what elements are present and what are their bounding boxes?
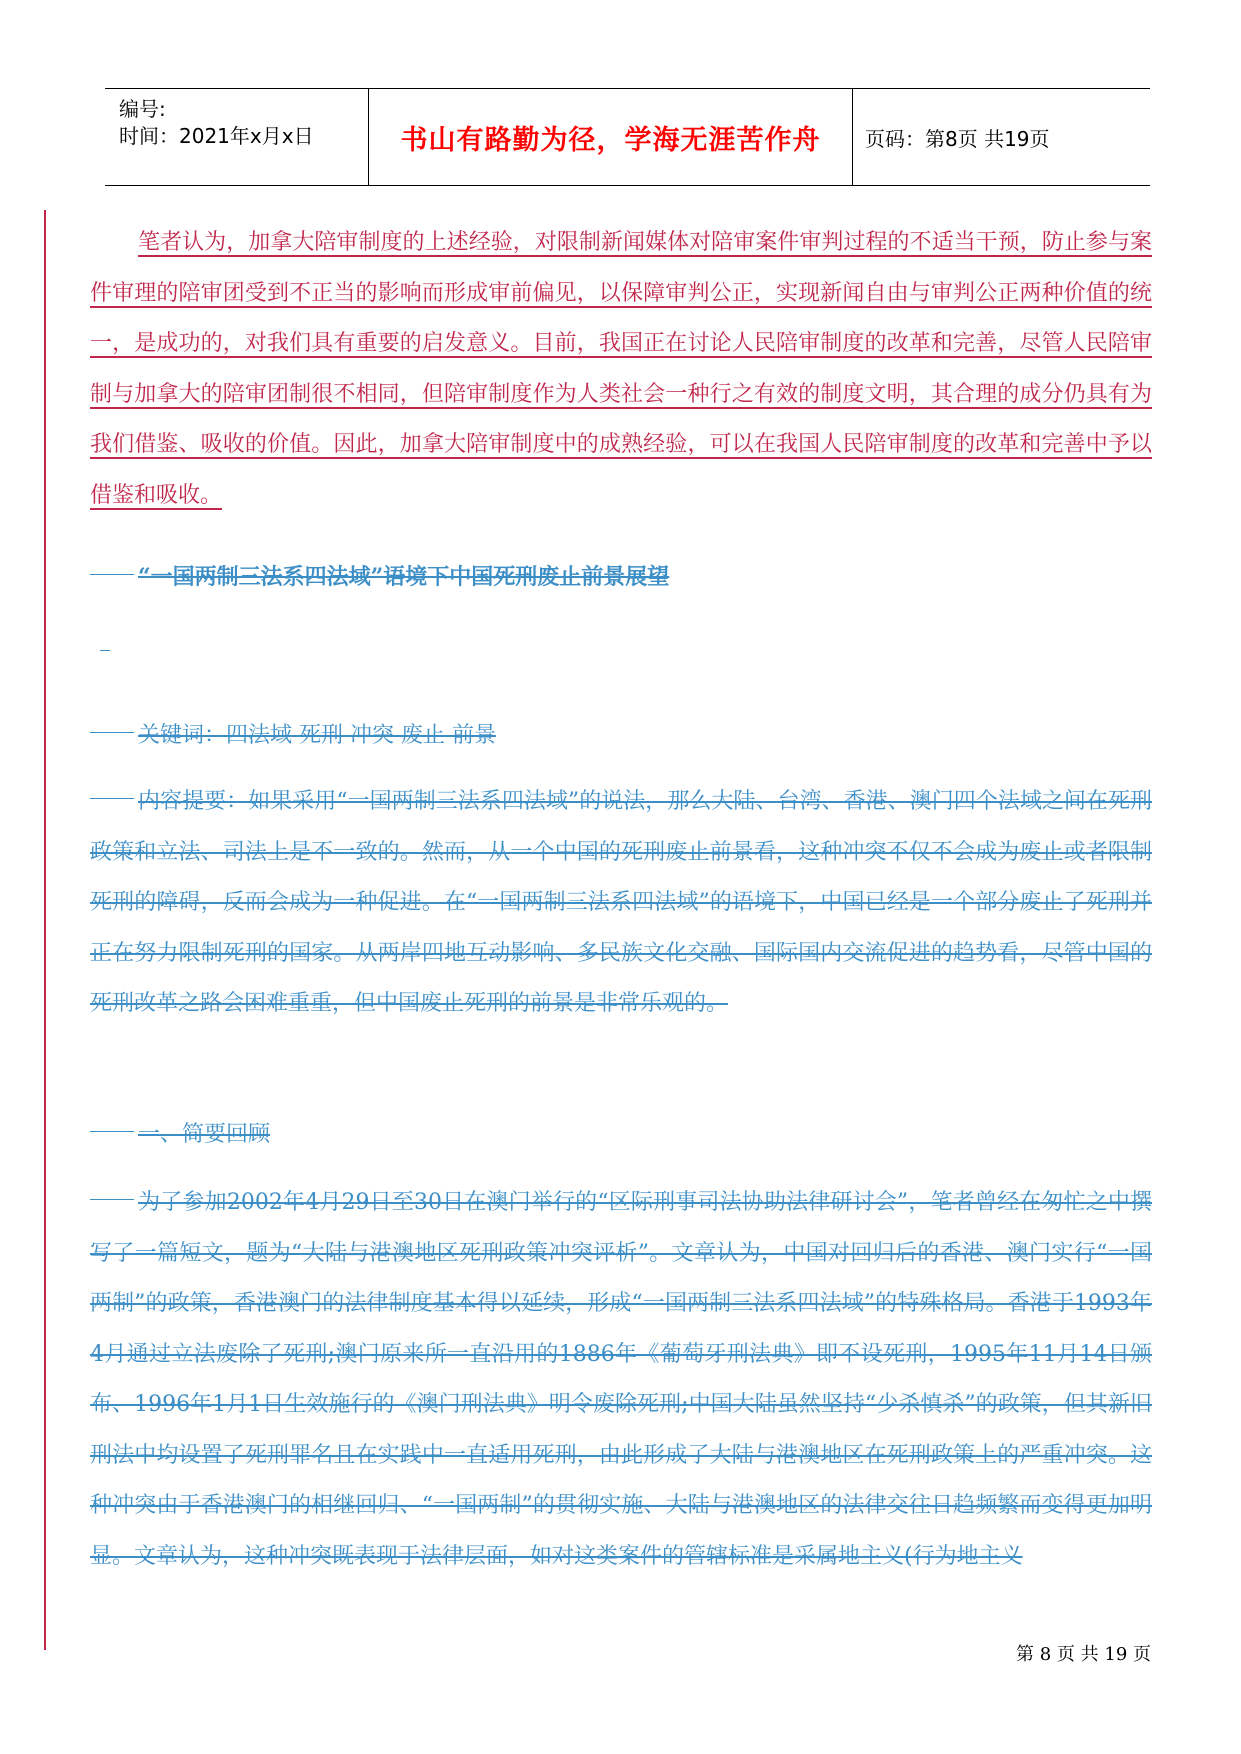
- revision-change-bar: [44, 210, 46, 1650]
- page-footer: 第 8 页 共 19 页: [1016, 1644, 1151, 1665]
- page-header: [105, 88, 1150, 186]
- deleted-section-heading-text: 一、简要回顾: [138, 1122, 271, 1147]
- deleted-leader: [90, 1130, 134, 1132]
- deleted-abstract: [90, 777, 1152, 1030]
- header-motto-cell: [369, 89, 853, 185]
- deleted-body: [90, 1178, 1152, 1582]
- deleted-body-text: 为了参加2002年4月29日至30日在澳门举行的“区际刑事司法协助法律研讨会”，笔者曾经在匆忙之中撰写了一篇短文，题为“大陆与港澳地区死刑政策冲突评析”。文章认为，中国对回归后的香港、澳门实行“一国两制”的政策，香港澳门的法律制度基本得以延续，形成“一国两制三法系四法域”的特殊格局。香港于1993年4月通过立法废除了死刑;澳门原来所一直沿用的1886年《葡萄牙刑法典》即不设死刑，1995年11月14日颁布、1996年1月1日生效施行的《澳门刑法典》明令废除死刑;中国大陆虽然坚持“少杀慎杀”的政策，但其新旧刑法中均设置了死刑罪名且在实践中一直适用死刑，由此形成了大陆与港澳地区在死刑政策上的严重冲突。这种冲突由于香港澳门的相继回归、“一国两制”的贯彻实施、大陆与港澳地区的法律交往日趋频繁而变得更加明显。文章认为，这种冲突既表现于法律层面，如对这类案件的管辖标准是采属地主义(行为地主义: [90, 1190, 1152, 1569]
- deleted-section-heading: [90, 1110, 1152, 1161]
- indent-spacer: [90, 239, 134, 240]
- motto-text: 书山有路勤为径，学海无涯苦作舟: [400, 124, 821, 156]
- deleted-empty-line-mark: [100, 650, 110, 651]
- deleted-title-text: “一国两制三法系四法域”语境下中国死刑废止前景展望: [138, 564, 670, 590]
- page-label: 页码：第8页 共19页: [865, 126, 1050, 151]
- header-meta-cell: [105, 89, 369, 185]
- time-label: 时间：2021年x月x日: [119, 124, 314, 148]
- inserted-paragraph: [90, 218, 1152, 521]
- deleted-leader: [90, 1198, 134, 1200]
- number-label: 编号:: [119, 97, 166, 121]
- deleted-leader: [90, 731, 134, 733]
- deleted-abstract-text: 内容提要：如果采用“一国两制三法系四法域”的说法，那么大陆、台湾、香港、澳门四个法域之间在死刑政策和立法、司法上是不一致的。然而，从一个中国的死刑废止前景看，这种冲突不仅不会成为废止或者限制死刑的障碍，反而会成为一种促进。在“一国两制三法系四法域”的语境下，中国已经是一个部分废止了死刑并正在努力限制死刑的国家。从两岸四地互动影响、多民族文化交融、国际国内交流促进的趋势看，尽管中国的死刑改革之路会困难重重，但中国废止死刑的前景是非常乐观的。: [90, 789, 1152, 1016]
- deleted-title: [90, 552, 1152, 603]
- deleted-keywords-text: 关键词：四法域 死刑 冲突 废止 前景: [138, 723, 496, 748]
- header-page-cell: [853, 89, 1150, 185]
- deleted-leader: [90, 797, 134, 799]
- deleted-keywords: [90, 711, 1152, 762]
- deleted-leader: [90, 573, 134, 575]
- inserted-paragraph-text: 笔者认为，加拿大陪审制度的上述经验，对限制新闻媒体对陪审案件审判过程的不适当干预，防止参与案件审理的陪审团受到不正当的影响而形成审前偏见，以保障审判公正，实现新闻自由与审判公正两种价值的统一，是成功的，对我们具有重要的启发意义。目前，我国正在讨论人民陪审制度的改革和完善，尽管人民陪审制与加拿大的陪审团制很不相同，但陪审制度作为人类社会一种行之有效的制度文明，其合理的成分仍具有为我们借鉴、吸收的价值。因此，加拿大陪审制度中的成熟经验，可以在我国人民陪审制度的改革和完善中予以借鉴和吸收。: [90, 230, 1152, 508]
